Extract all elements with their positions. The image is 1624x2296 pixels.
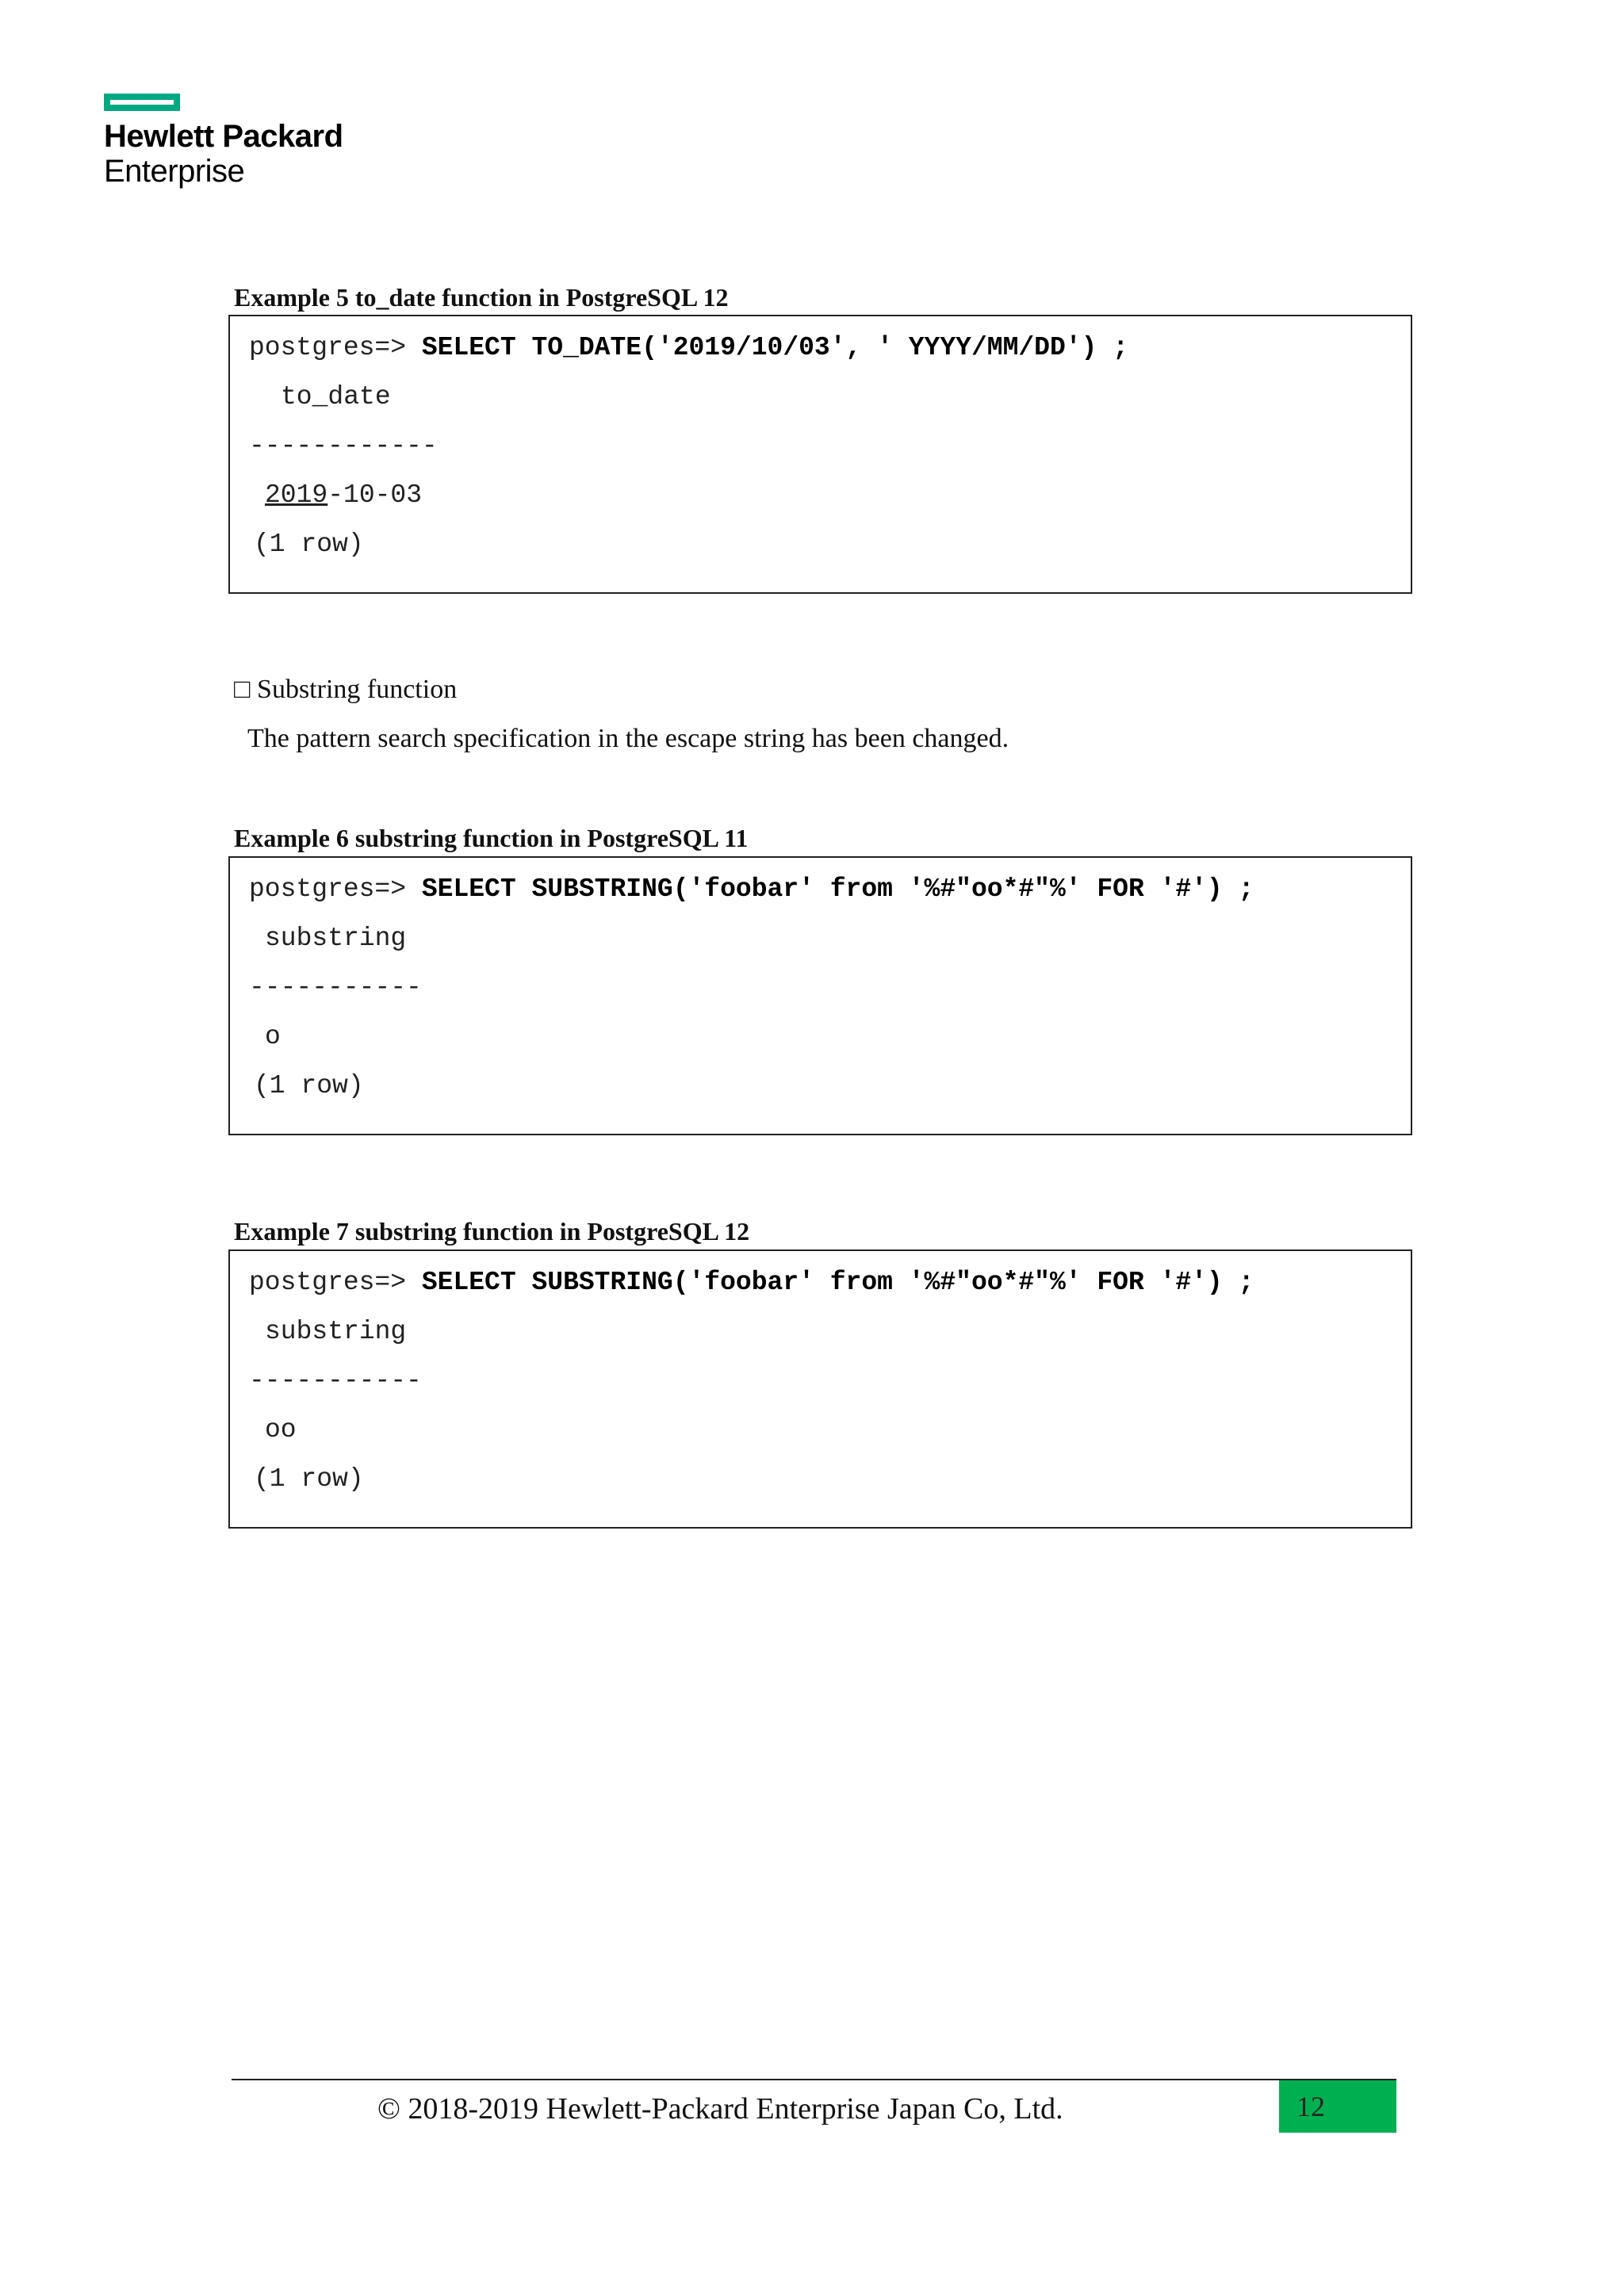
logo-text-line2: Enterprise [104,154,245,189]
example-6-command: SELECT SUBSTRING('foobar' from '%#"oo*#"%' FOR '#') ; [421,874,1254,904]
section-description: The pattern search specification in the escape string has been changed. [247,724,1009,753]
example-5-divider: ------------ [249,431,438,461]
footer-copyright: © 2018-2019 Hewlett-Packard Enterprise Japan Co, Ltd. [377,2092,1063,2126]
hpe-logo-bar-icon [104,94,180,111]
example-5-row-count: (1 row) [254,530,364,559]
example-5-result-rest: -10-03 [327,480,423,510]
example-7-command: SELECT SUBSTRING('foobar' from '%#"oo*#"%' FOR '#') ; [421,1268,1254,1297]
example-6-prompt: postgres=> [249,874,422,904]
example-5-result-year: 2019 [265,480,328,510]
example-5-caption: Example 5 to_date function in PostgreSQL 12 [234,283,729,312]
section-title: □ Substring function [234,675,458,704]
example-6-result: o [265,1022,281,1051]
hpe-logo [104,94,343,189]
example-6-column-header: substring [265,924,407,953]
example-7-code-box [228,1249,1412,1529]
footer-rule [232,2079,1396,2080]
example-6-code-box [228,856,1412,1135]
example-7-result: oo [265,1415,297,1445]
logo-text-line1: Hewlett Packard [104,119,343,154]
example-7-prompt: postgres=> [249,1268,422,1297]
example-6-command-line [249,874,1254,905]
example-5-column-header: to_date [281,382,391,411]
example-6-caption: Example 6 substring function in PostgreSQL 11 [234,824,749,852]
example-5-result [265,480,422,511]
example-7-column-header: substring [265,1317,407,1346]
example-5-command-line [249,332,1128,364]
example-5-code-box [228,315,1412,594]
example-7-caption: Example 7 substring function in PostgreSQL 12 [234,1217,750,1246]
page-number-badge: 12 [1279,2080,1396,2133]
example-6-row-count: (1 row) [254,1071,364,1100]
example-7-command-line [249,1267,1254,1299]
example-7-row-count: (1 row) [254,1464,364,1494]
example-7-divider: ----------- [249,1366,422,1395]
example-5-prompt: postgres=> [249,333,422,362]
example-5-command: SELECT TO_DATE('2019/10/03', ' YYYY/MM/DD') ; [421,333,1128,362]
example-6-divider: ----------- [249,973,422,1002]
